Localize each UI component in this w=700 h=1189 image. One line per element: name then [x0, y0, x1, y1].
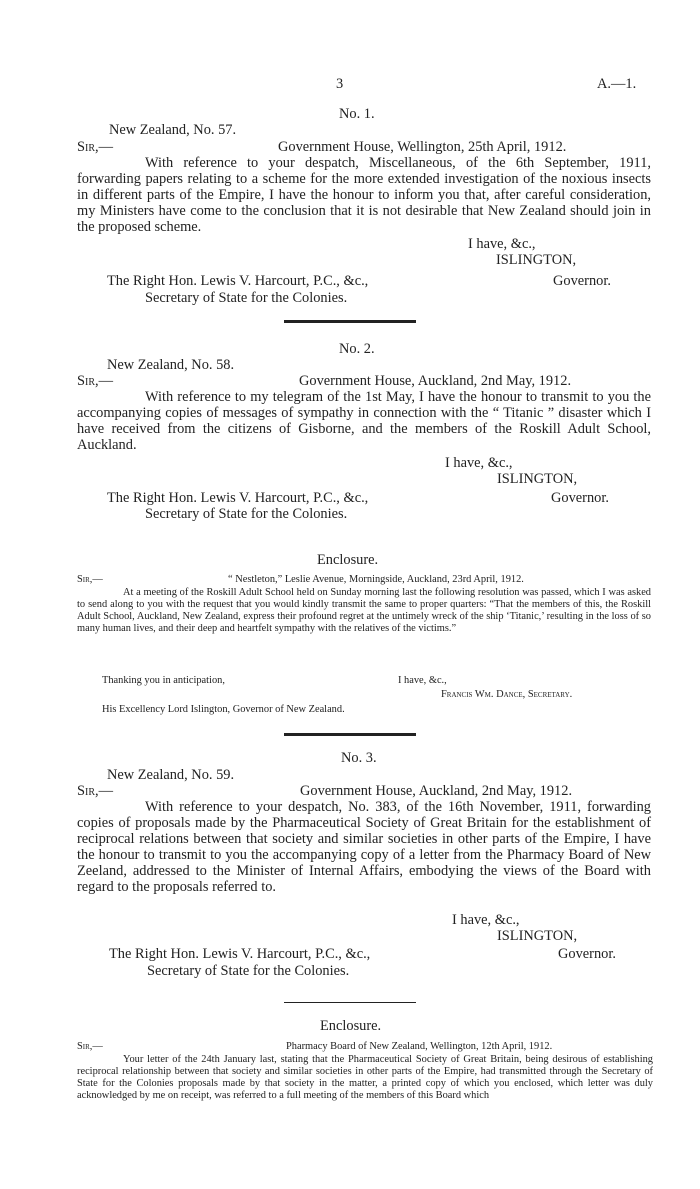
- enclosure-1-place-date: “ Nestleton,” Leslie Avenue, Morningside, Auckland, 23rd April, 1912.: [228, 574, 524, 585]
- letter-2-heading: No. 2.: [339, 341, 375, 357]
- section-divider: [284, 320, 416, 323]
- enclosure-1-heading: Enclosure.: [317, 552, 379, 568]
- letter-3-governor-title: Governor.: [558, 946, 616, 962]
- section-divider-thin: [284, 1002, 416, 1003]
- letter-2-closing: I have, &c.,: [445, 455, 513, 471]
- enclosure-2-salutation: Sir,—: [77, 1041, 103, 1052]
- letter-1-body: With reference to your despatch, Miscellaneous, of the 6th September, 1911, forwarding papers relating to a scheme for the more extended investigation of the noxious insects in different parts of the Empire, I have the honour to inform you that, after careful consideration, my Ministers have come to the conclusion that it is not desirable that New Zealand should join in the proposed scheme.: [77, 155, 651, 235]
- letter-1-closing: I have, &c.,: [468, 236, 536, 252]
- letter-1-salutation: Sir,—: [77, 139, 113, 155]
- enclosure-1-closing: I have, &c.,: [398, 675, 447, 686]
- letter-3-closing: I have, &c.,: [452, 912, 520, 928]
- letter-3-salutation: Sir,—: [77, 783, 113, 799]
- letter-1-addressee-office: Secretary of State for the Colonies.: [145, 290, 348, 306]
- letter-3-body: With reference to your despatch, No. 383, of the 16th November, 1911, forwarding copies of proposals made by the Pharmaceutical Society of Great Britain for the establishment of reciprocal relations between that society and similar societies in other parts of the Empire, I have the honour to transmit to you the accompanying copy of a letter from the Pharmacy Board of New Zeeland, addressed to the Minister of Internal Affairs, embodying the views of the Board with regard to the proposals referred to.: [77, 799, 651, 895]
- letter-2-reference: New Zealand, No. 58.: [107, 357, 235, 373]
- letter-3-place-date: Government House, Auckland, 2nd May, 1912.: [300, 783, 573, 799]
- letter-1-heading: No. 1.: [339, 106, 375, 122]
- letter-2-governor-title: Governor.: [551, 490, 609, 506]
- letter-3-signature: ISLINGTON,: [497, 928, 578, 944]
- letter-3-addressee-office: Secretary of State for the Colonies.: [147, 963, 350, 979]
- enclosure-1-thanks: Thanking you in anticipation,: [102, 675, 225, 686]
- letter-2-signature: ISLINGTON,: [497, 471, 578, 487]
- letter-1-signature: ISLINGTON,: [496, 252, 577, 268]
- enclosure-1-signature: Francis Wm. Dance, Secretary.: [441, 689, 573, 700]
- letter-1-reference: New Zealand, No. 57.: [109, 122, 237, 138]
- letter-3-addressee: The Right Hon. Lewis V. Harcourt, P.C., &c.,: [109, 946, 371, 962]
- enclosure-2-heading: Enclosure.: [320, 1018, 382, 1034]
- enclosure-2-place-date: Pharmacy Board of New Zealand, Wellington, 12th April, 1912.: [286, 1041, 553, 1052]
- letter-1-place-date: Government House, Wellington, 25th April, 1912.: [278, 139, 567, 155]
- letter-2-addressee: The Right Hon. Lewis V. Harcourt, P.C., &c.,: [107, 490, 369, 506]
- enclosure-1-body: At a meeting of the Roskill Adult School held on Sunday morning last the following resolution was passed, which I was asked to send along to you with the request that you would kindly transmit the same to proper quarters: “That the members of this, the Roskill Adult School, Auckland, New Zealand, express their profound regret at the untimely wreck of the ship ‘Titanic,’ resulting in the loss of so many human lives, and their deep and heartfelt sympathy with the relatives of the victims.”: [77, 587, 651, 634]
- letter-2-salutation: Sir,—: [77, 373, 113, 389]
- letter-3-reference: New Zealand, No. 59.: [107, 767, 235, 783]
- letter-1-governor-title: Governor.: [553, 273, 611, 289]
- section-divider: [284, 733, 416, 736]
- enclosure-1-addressee: His Excellency Lord Islington, Governor of New Zealand.: [102, 704, 345, 715]
- letter-2-place-date: Government House, Auckland, 2nd May, 1912.: [299, 373, 572, 389]
- letter-2-addressee-office: Secretary of State for the Colonies.: [145, 506, 348, 522]
- page-number: 3: [336, 76, 344, 92]
- letter-3-heading: No. 3.: [341, 750, 377, 766]
- enclosure-1-salutation: Sir,—: [77, 574, 103, 585]
- enclosure-2-body: Your letter of the 24th January last, stating that the Pharmaceutical Society of Great Britain, being desirous of establishing reciprocal relationship between that society and similar societies in other parts of the Empire, had transmitted through the Secretary of State for the Colonies proposals made by that society in the matter, a printed copy of which you enclosed, which letter was duly acknowledged by me on receipt, was referred to a full meeting of the members of this Board which: [77, 1054, 653, 1101]
- paper-reference: A.—1.: [597, 76, 637, 92]
- letter-2-body: With reference to my telegram of the 1st May, I have the honour to transmit to you the accompanying copies of messages of sympathy in connection with the “ Titanic ” disaster which I have received from the citizens of Gisborne, and the members of the Roskill Adult School, Auckland.: [77, 389, 651, 453]
- letter-1-addressee: The Right Hon. Lewis V. Harcourt, P.C., &c.,: [107, 273, 369, 289]
